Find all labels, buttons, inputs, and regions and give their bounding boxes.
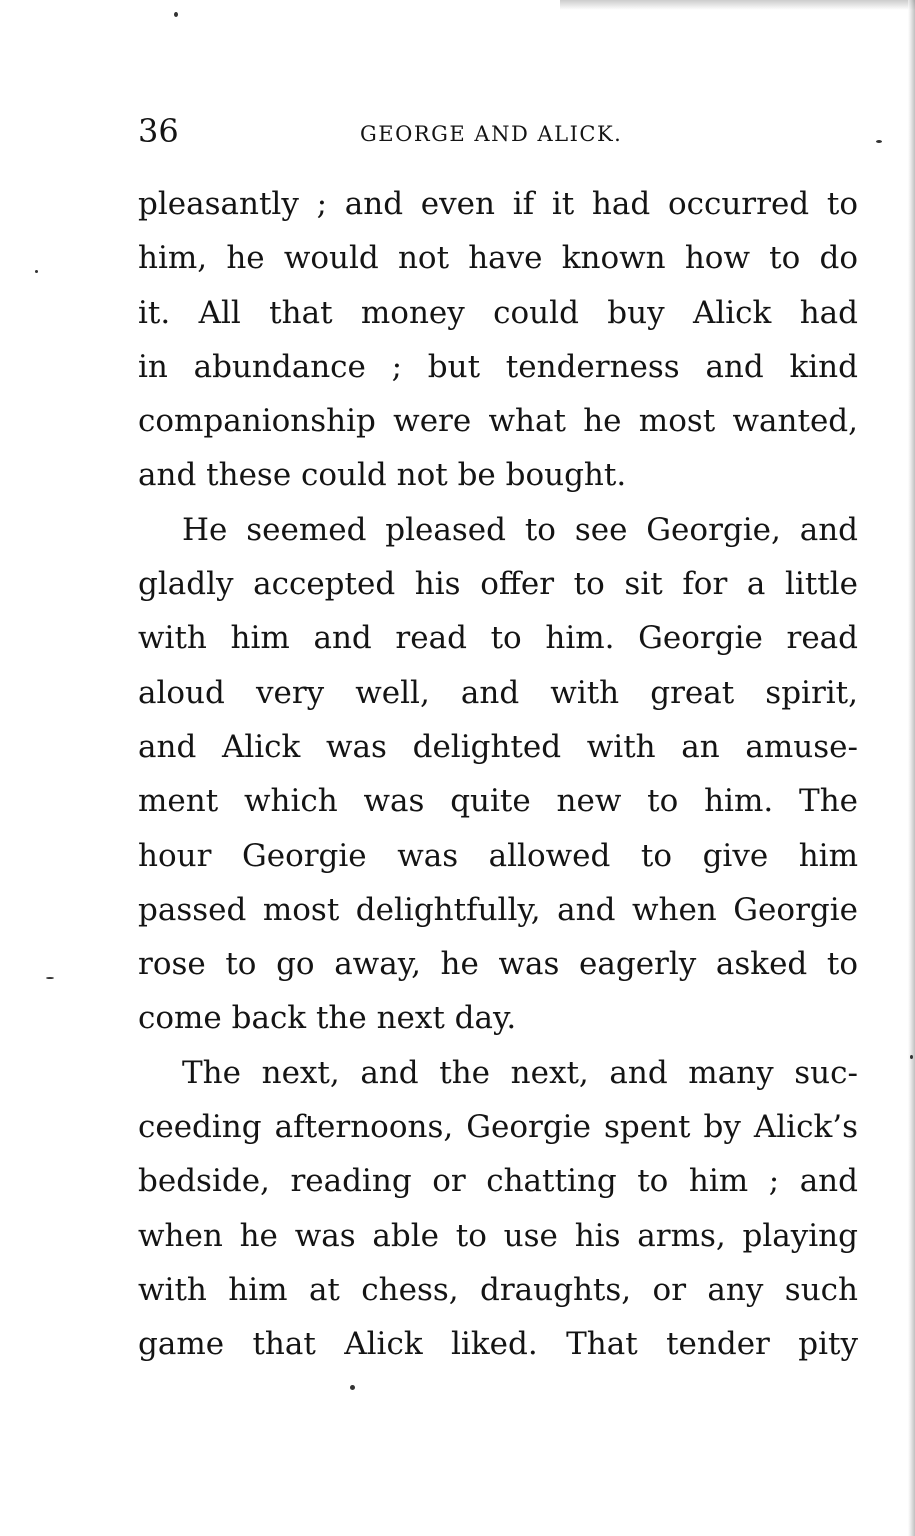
text-line: and these could not be bought. [138,457,627,494]
text-line: in abundance ; but tenderness and kind [138,348,858,385]
text-line: it. All that money could buy Alick had [138,294,858,331]
text-line: pleasantly ; and even if it had occurred to [138,186,858,222]
running-title: GEORGE AND ALICK. [360,122,623,146]
text-line: bedside, reading or chatting to him ; and [138,1163,858,1200]
page-edge-shadow-top [560,0,915,10]
text-line: and Alick was delighted with an amuse- [138,728,858,765]
text-line: come back the next day. [138,1000,517,1037]
scan-speck [35,270,38,273]
text-line: when he was able to use his arms, playing [138,1217,858,1254]
scan-speck [350,1385,355,1390]
page-header [138,108,858,154]
scan-speck [46,977,54,979]
text-line: aloud very well, and with great spirit, [138,674,858,711]
text-line: hour Georgie was allowed to give him [138,837,858,874]
scan-speck [910,1055,913,1059]
page-number: 36 [138,112,179,150]
text-line: him, he would not have known how to do [138,240,858,277]
text-line: rose to go away, he was eagerly asked to [138,946,858,983]
paragraph-start-line: He seemed pleased to see Georgie, and [182,511,858,548]
body-text [138,177,858,1372]
text-line: with him at chess, draughts, or any such [138,1271,858,1308]
text-line: passed most delightfully, and when Georgie [138,891,858,928]
text-line: with him and read to him. Georgie read [138,620,858,657]
text-line: ceeding afternoons, Georgie spent by Alick’s [138,1109,858,1146]
paragraph-start-line: The next, and the next, and many suc- [182,1054,858,1091]
scan-speck [174,12,178,17]
text-line: ment which was quite new to him. The [138,783,858,820]
scan-speck [876,140,882,143]
page-edge-shadow-right [908,0,915,1536]
text-line: game that Alick liked. That tender pity [138,1326,858,1363]
text-line: gladly accepted his offer to sit for a little [138,566,858,603]
text-line: companionship were what he most wanted, [138,403,858,440]
